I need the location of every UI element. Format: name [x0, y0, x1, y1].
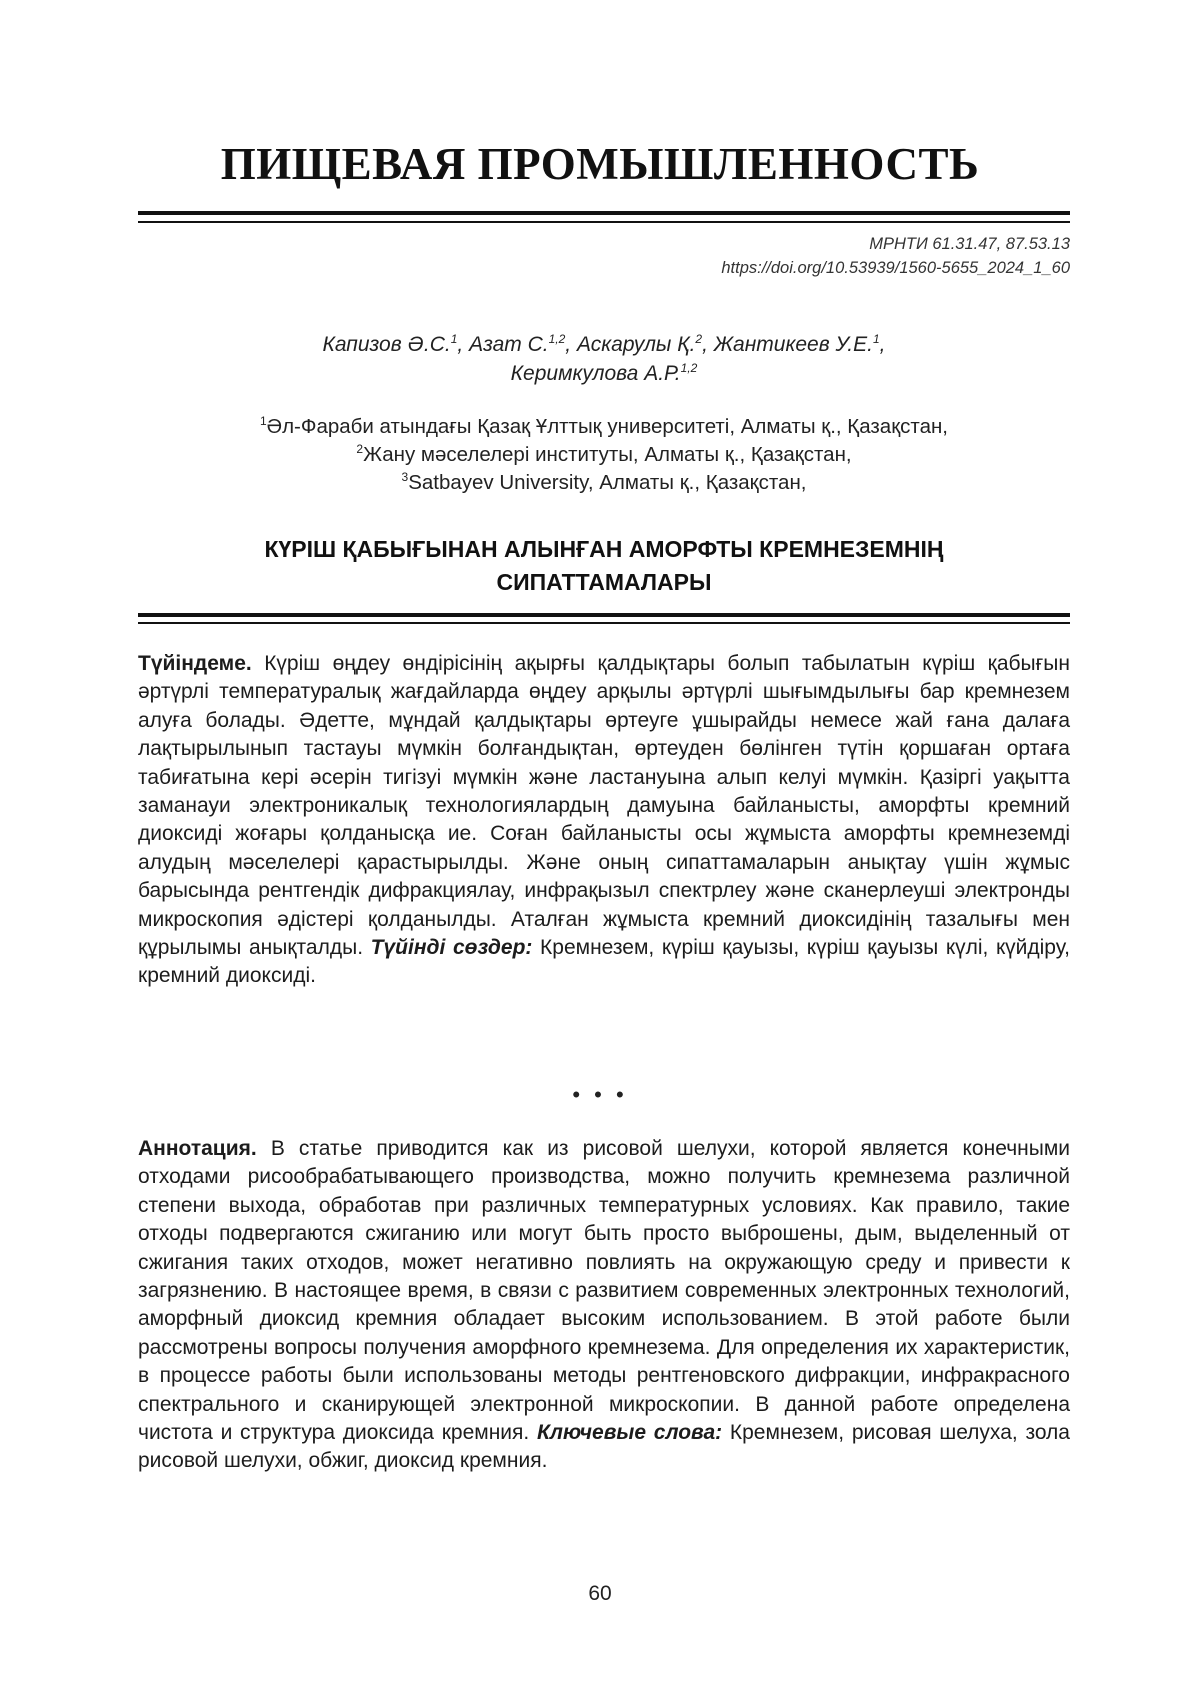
author-list: Капизов Ә.С.1, Азат С.1,2, Аскарулы Қ.2, Жантикеев У.Е.1, Керимкулова А.Р.1,2 [138, 330, 1070, 388]
author-affiliation-mark: 2 [695, 332, 702, 346]
keywords-kz-label: Түйінді сөздер: [371, 936, 533, 959]
author-name: Жантикеев У.Е. [714, 333, 873, 356]
article-title: КҮРІШ ҚАБЫҒЫНАН АЛЫНҒАН АМОРФТЫ КРЕМНЕЗЕМНІҢ СИПАТТАМАЛАРЫ [138, 533, 1070, 599]
abstract-kz-text: Күріш өңдеу өндірісінің ақырғы қалдықтары болып табылатын күріш қабығын әртүрлі температуралық жағдайларда өңдеу арқылы әртүрлі шығымдылығы бар кремнезем алуға болады. Әдетте, мұндай қалдықтары өртеуге ұшырайды немесе жай ғана далаға лақтырылынып тастауы мүмкін болғандықтан, өртеуден бөлінген түтін қоршаған ортаға табиғатына кері әсерін тигізуі мүмкін және ластануына алып келуі мүмкін. Қазіргі уақытта заманауи электроникалық технологиялардың дамуына байланысты, аморфты кремний диоксиді жоғары қолданысқа ие. Соған байланысты осы жұмыста аморфты кремнеземді алудың мәселелері қарастырылды. Және оның сипаттамаларын анықтау үшін жұмыс барысында рентгендік дифракциялау, инфрақызыл спектрлеу және сканерлеуші электронды микроскопия әдістері қолданылды. Аталған жұмыста кремний диоксидінің тазалығы мен құрылымы анықталды. [138, 652, 1070, 959]
author-name: Аскарулы Қ. [577, 333, 695, 356]
author-name: Азат С. [469, 333, 549, 356]
abstract-kz-label: Түйіндеме. [138, 652, 252, 675]
keywords-ru-label: Ключевые слова: [537, 1421, 722, 1444]
article-meta [721, 232, 1070, 280]
affiliation-item: 3Satbayev University, Алматы қ., Қазақстан, [138, 469, 1070, 497]
author-name: Керимкулова А.Р. [511, 362, 681, 385]
page-number: 60 [0, 1582, 1200, 1606]
author-affiliation-mark: 1,2 [681, 361, 698, 375]
keywords-kz-text: Кремнезем, күріш қауызы, күріш қауызы күлі, күйдіру, кремний диоксиді. [138, 936, 1070, 987]
author-affiliation-mark: 1 [873, 332, 880, 346]
header-rule-thick [138, 211, 1070, 215]
affiliation-item: 1Әл-Фараби атындағы Қазақ Ұлттық университеті, Алматы қ., Қазақстан, [138, 413, 1070, 441]
title-rule-thick [138, 613, 1070, 617]
affiliation-list [138, 413, 1070, 497]
abstract-ru [138, 1135, 1070, 1476]
abstract-ru-text: В статье приводится как из рисовой шелухи, которой является конечными отходами рисообрабатывающего производства, можно получить кремнезема различной степени выхода, обработав при различных температурных условиях. Как правило, такие отходы подвергаются сжиганию или могут быть просто выброшены, дым, выделенный от сжигания таких отходов, может негативно повлиять на окружающую среду и привести к загрязнению. В настоящее время, в связи с развитием современных электронных технологий, аморфный диоксид кремния обладает высоким использованием. В этой работе были рассмотрены вопросы получения аморфного кремнезема. Для определения их характеристик, в процессе работы были использованы методы рентгеновского дифракции, инфракрасного спектрального и сканирующей электронной микроскопии. В данной работе определена чистота и структура диоксида кремния. [138, 1137, 1070, 1444]
author-affiliation-mark: 1 [451, 332, 458, 346]
section-title: ПИЩЕВАЯ ПРОМЫШЛЕННОСТЬ [0, 138, 1200, 190]
keywords-ru-text: Кремнезем, рисовая шелуха, зола рисовой шелухи, обжиг, диоксид кремния. [138, 1421, 1070, 1472]
doi-link[interactable]: https://doi.org/10.53939/1560-5655_2024_1_60 [721, 256, 1070, 280]
abstract-ru-label: Аннотация. [138, 1137, 257, 1160]
title-rule-thin [138, 622, 1070, 624]
author-affiliation-mark: 1,2 [549, 332, 566, 346]
header-rule-thin [138, 221, 1070, 223]
author-name: Капизов Ә.С. [322, 333, 450, 356]
affiliation-item: 2Жану мәселелері институты, Алматы қ., Қазақстан, [138, 441, 1070, 469]
abstract-kz [138, 650, 1070, 991]
mrnti-code: МРНТИ 61.31.47, 87.53.13 [721, 232, 1070, 256]
section-separator: • • • [0, 1082, 1200, 1108]
